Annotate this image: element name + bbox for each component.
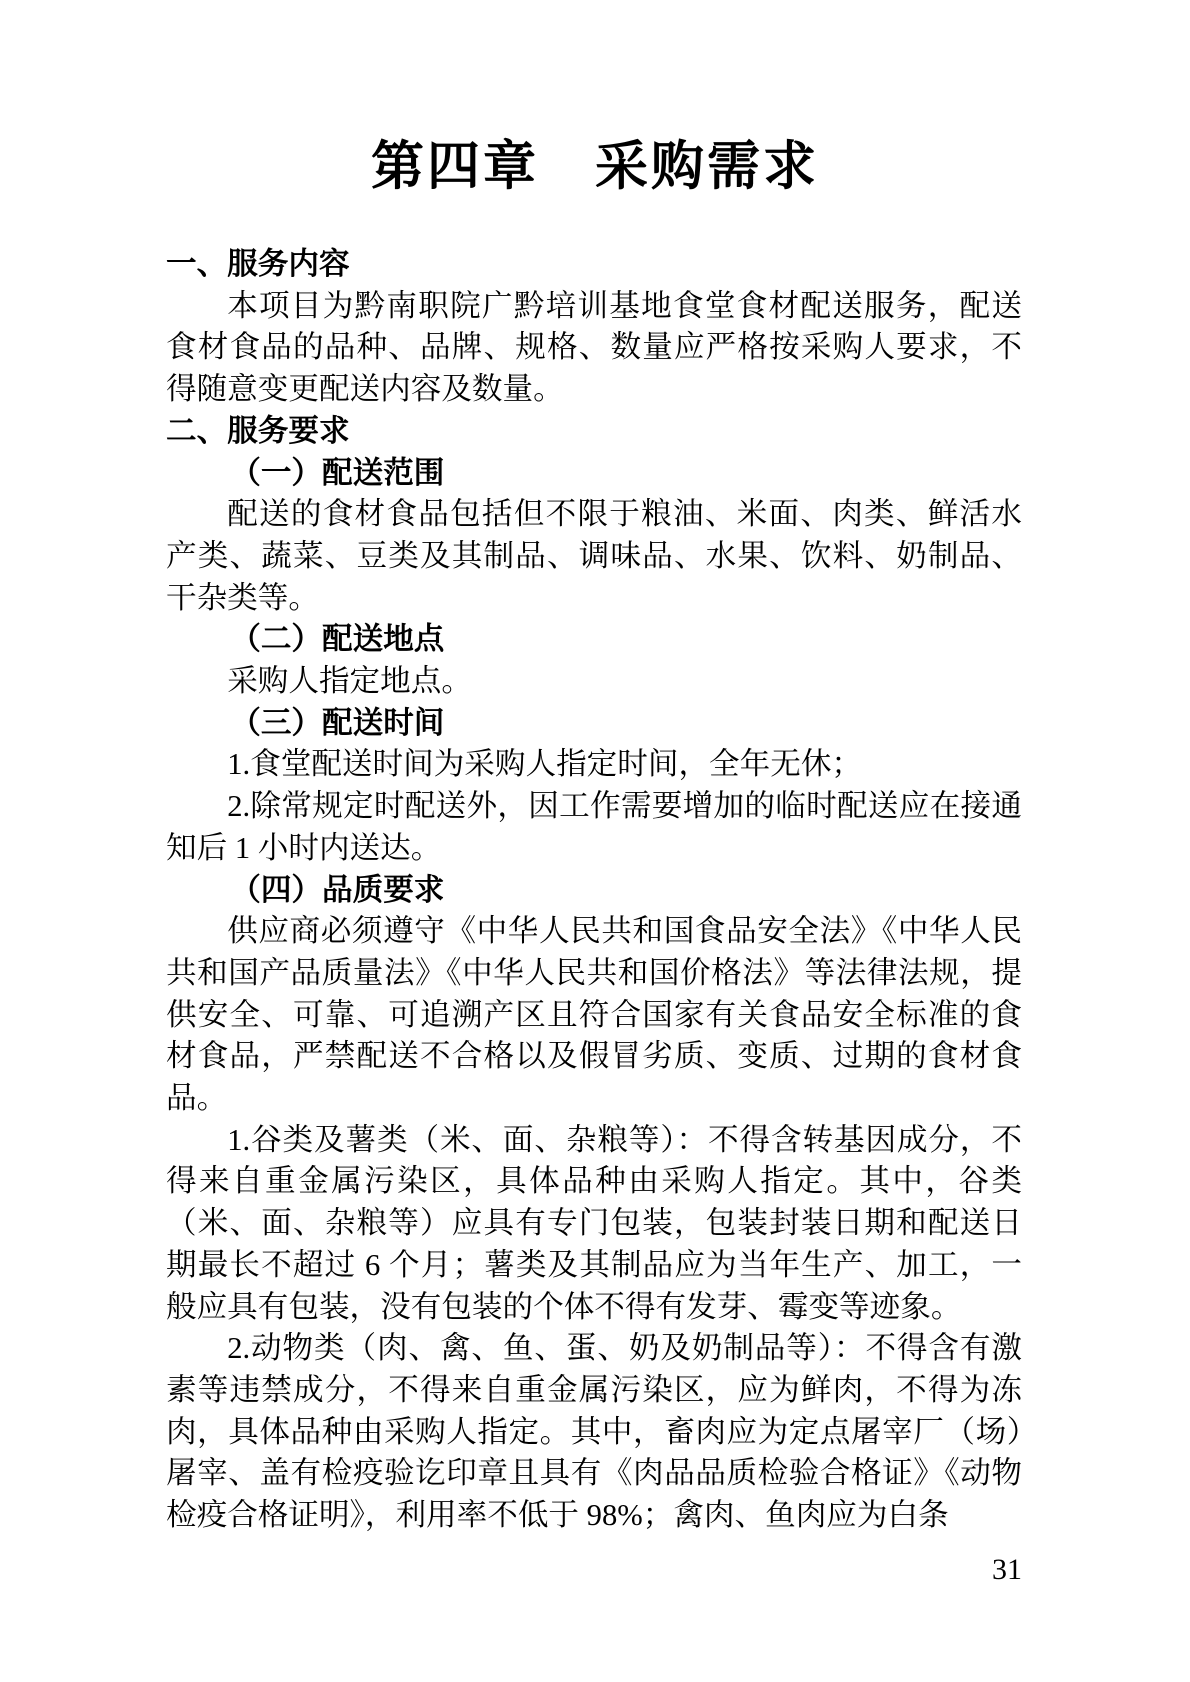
list-item-animal-products: 2.动物类（肉、禽、鱼、蛋、奶及奶制品等）：不得含有激素等违禁成分，不得来自重金属污染区，应为鲜肉，不得为冻肉，具体品种由采购人指定。其中，畜肉应为定点屠宰厂（场）屠宰、盖有检疫验讫印章且具有《肉品品质检验合格证》《动物检疫合格证明》，利用率不低于 98%；禽肉、鱼肉应为白条 [166,1331,1022,1533]
document-body [166,244,1022,1537]
list-item-delivery-time-2: 2.除常规定时配送外，因工作需要增加的临时配送应在接通知后 1 小时内送达。 [166,789,1022,865]
section-heading-service-content: 一、服务内容 [166,247,350,281]
subheading-delivery-location: （二）配送地点 [230,622,445,657]
chapter-title: 第四章 采购需求 [371,137,819,196]
subheading-quality-requirements: （四）品质要求 [230,872,445,907]
page-number: 31 [992,1553,1022,1586]
paragraph-delivery-location: 采购人指定地点。 [227,664,472,699]
list-item-grains-tubers: 1.谷类及薯类（米、面、杂粮等）：不得含转基因成分，不得来自重金属污染区，具体品种由采购人指定。其中，谷类（米、面、杂粮等）应具有专门包装，包装封装日期和配送日期最长不超过 6 个月；薯类及其制品应为当年生产、加工，一般应具有包装，没有包装的个体不得有发芽、霉变等迹象。 [166,1122,1022,1324]
paragraph-project-overview: 本项目为黔南职院广黔培训基地食堂食材配送服务，配送食材食品的品种、品牌、规格、数量应严格按采购人要求，不得随意变更配送内容及数量。 [166,288,1022,407]
subheading-delivery-time: （三）配送时间 [230,705,445,740]
paragraph-delivery-scope: 配送的食材食品包括但不限于粮油、米面、肉类、鲜活水产类、蔬菜、豆类及其制品、调味品、水果、饮料、奶制品、干杂类等。 [166,497,1022,615]
section-heading-service-requirements: 二、服务要求 [166,413,350,448]
list-item-delivery-time-1: 1.食堂配送时间为采购人指定时间，全年无休； [227,747,863,782]
paragraph-quality-laws: 供应商必须遵守《中华人民共和国食品安全法》《中华人民共和国产品质量法》《中华人民共和国价格法》等法律法规，提供安全、可靠、可追溯产区且符合国家有关食品安全标准的食材食品，严禁配送不合格以及假冒劣质、变质、过期的食材食品。 [166,914,1022,1116]
subheading-delivery-scope: （一）配送范围 [230,455,445,490]
